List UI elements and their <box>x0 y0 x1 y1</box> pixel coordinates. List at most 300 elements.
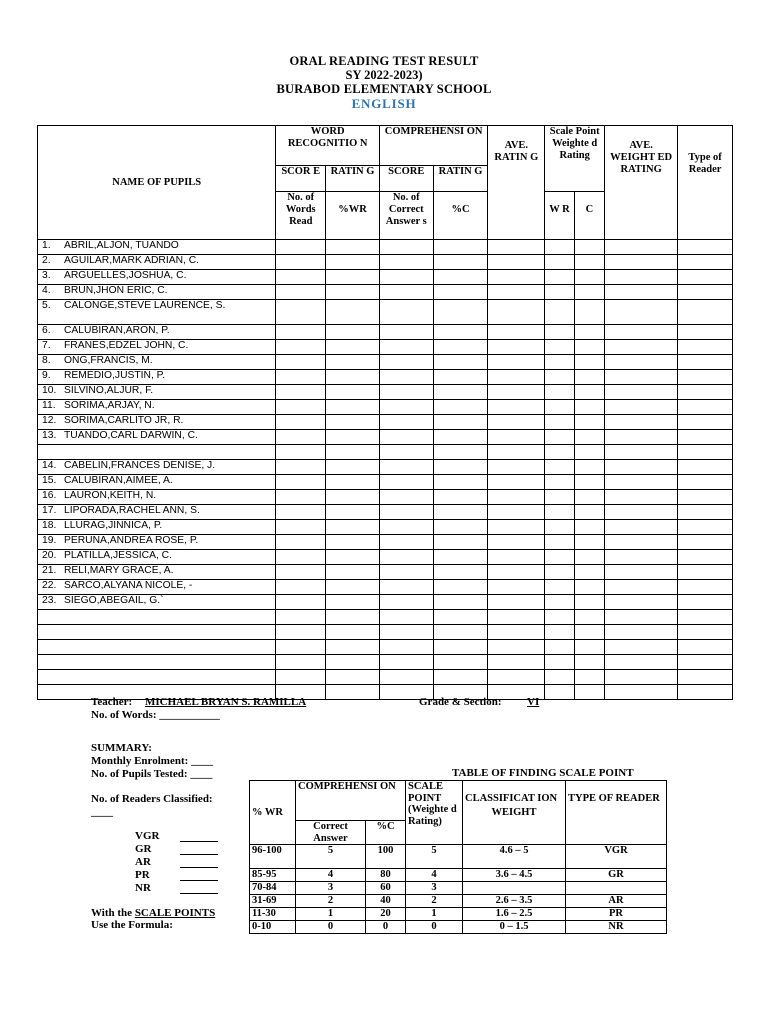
score-cell[interactable] <box>379 655 433 670</box>
score-cell[interactable] <box>326 595 380 610</box>
score-cell[interactable] <box>605 415 678 430</box>
score-cell[interactable] <box>276 565 326 580</box>
score-cell[interactable] <box>276 255 326 270</box>
score-cell[interactable] <box>545 340 574 355</box>
score-cell[interactable] <box>605 610 678 625</box>
score-cell[interactable] <box>433 655 488 670</box>
score-cell[interactable] <box>379 270 433 285</box>
score-cell[interactable] <box>605 505 678 520</box>
score-cell[interactable] <box>326 685 380 700</box>
score-cell[interactable] <box>545 625 574 640</box>
score-cell[interactable] <box>379 255 433 270</box>
score-cell[interactable] <box>605 625 678 640</box>
score-cell[interactable] <box>433 400 488 415</box>
score-cell[interactable] <box>574 400 604 415</box>
score-cell[interactable] <box>488 460 545 475</box>
score-cell[interactable] <box>678 670 733 685</box>
summary-label: SUMMARY: <box>91 742 152 754</box>
pupil-name-cell <box>38 550 276 565</box>
score-cell[interactable] <box>545 640 574 655</box>
score-cell[interactable] <box>574 300 604 325</box>
score-cell[interactable] <box>605 595 678 610</box>
score-cell[interactable] <box>326 270 380 285</box>
score-cell[interactable] <box>488 655 545 670</box>
score-cell[interactable] <box>276 340 326 355</box>
pupil-name-cell <box>38 355 276 370</box>
score-cell[interactable] <box>545 430 574 445</box>
score-cell[interactable] <box>574 640 604 655</box>
score-cell[interactable] <box>545 400 574 415</box>
pupil-number: 15. <box>42 475 57 486</box>
level-nr: NR <box>135 882 151 894</box>
score-cell[interactable] <box>605 370 678 385</box>
score-cell[interactable] <box>574 670 604 685</box>
score-cell[interactable] <box>379 595 433 610</box>
score-cell[interactable] <box>326 610 380 625</box>
score-cell[interactable] <box>326 625 380 640</box>
score-cell[interactable] <box>433 460 488 475</box>
score-cell[interactable] <box>574 580 604 595</box>
score-cell[interactable] <box>379 430 433 445</box>
score-cell[interactable] <box>574 240 604 255</box>
score-cell[interactable] <box>574 325 604 340</box>
score-cell[interactable] <box>574 340 604 355</box>
pupil-name-cell <box>38 595 276 610</box>
score-cell[interactable] <box>678 240 733 255</box>
score-cell[interactable] <box>433 640 488 655</box>
score-cell[interactable] <box>433 565 488 580</box>
score-cell[interactable] <box>678 505 733 520</box>
score-cell[interactable] <box>276 355 326 370</box>
score-cell[interactable] <box>379 385 433 400</box>
score-cell[interactable] <box>326 580 380 595</box>
score-cell[interactable] <box>379 400 433 415</box>
score-cell[interactable] <box>379 445 433 460</box>
score-cell[interactable] <box>379 415 433 430</box>
score-cell[interactable] <box>488 430 545 445</box>
score-cell[interactable] <box>678 430 733 445</box>
score-cell[interactable] <box>276 400 326 415</box>
score-cell[interactable] <box>276 460 326 475</box>
score-cell[interactable] <box>326 400 380 415</box>
score-cell[interactable] <box>276 610 326 625</box>
score-cell[interactable] <box>379 505 433 520</box>
score-cell[interactable] <box>488 340 545 355</box>
score-cell[interactable] <box>379 300 433 325</box>
score-cell[interactable] <box>545 685 574 700</box>
score-cell[interactable] <box>678 325 733 340</box>
score-cell[interactable] <box>574 370 604 385</box>
score-cell[interactable] <box>605 445 678 460</box>
score-header-2: SCORE <box>379 166 433 192</box>
score-cell[interactable] <box>574 520 604 535</box>
score-cell[interactable] <box>678 400 733 415</box>
score-cell[interactable] <box>379 520 433 535</box>
score-cell[interactable] <box>545 325 574 340</box>
pupils-tested: No. of Pupils Tested: ____ <box>91 768 213 780</box>
score-cell[interactable] <box>605 580 678 595</box>
score-cell[interactable] <box>574 535 604 550</box>
score-cell[interactable] <box>326 565 380 580</box>
score-cell[interactable] <box>678 610 733 625</box>
score-cell[interactable] <box>433 285 488 300</box>
score-cell[interactable] <box>545 550 574 565</box>
score-cell[interactable] <box>488 505 545 520</box>
score-cell[interactable] <box>379 670 433 685</box>
score-cell[interactable] <box>433 520 488 535</box>
score-cell[interactable] <box>276 370 326 385</box>
readers-classified-blank: ____ <box>91 806 113 818</box>
score-cell[interactable] <box>276 595 326 610</box>
score-cell[interactable] <box>379 550 433 565</box>
score-cell[interactable] <box>379 285 433 300</box>
score-cell[interactable] <box>488 400 545 415</box>
score-cell[interactable] <box>488 640 545 655</box>
score-cell[interactable] <box>545 255 574 270</box>
score-cell[interactable] <box>276 240 326 255</box>
score-cell[interactable] <box>433 415 488 430</box>
score-cell[interactable] <box>574 430 604 445</box>
score-cell[interactable] <box>545 610 574 625</box>
score-cell[interactable] <box>605 355 678 370</box>
score-cell[interactable] <box>276 445 326 460</box>
score-cell[interactable] <box>605 535 678 550</box>
score-cell[interactable] <box>678 490 733 505</box>
score-cell[interactable] <box>326 640 380 655</box>
score-cell[interactable] <box>379 460 433 475</box>
score-cell[interactable] <box>488 445 545 460</box>
score-cell[interactable] <box>545 285 574 300</box>
table-row <box>38 670 733 685</box>
scale-correct-answer-cell: 4 <box>296 869 366 882</box>
score-cell[interactable] <box>678 385 733 400</box>
score-cell[interactable] <box>545 460 574 475</box>
score-cell[interactable] <box>678 580 733 595</box>
score-cell[interactable] <box>326 550 380 565</box>
score-cell[interactable] <box>545 270 574 285</box>
score-cell[interactable] <box>276 325 326 340</box>
score-cell[interactable] <box>326 300 380 325</box>
score-cell[interactable] <box>545 415 574 430</box>
pupil-name-cell <box>38 415 276 430</box>
score-cell[interactable] <box>379 565 433 580</box>
score-cell[interactable] <box>574 685 604 700</box>
pupil-name: ABRIL,ALJON, TUANDO <box>64 240 179 251</box>
score-cell[interactable] <box>605 400 678 415</box>
score-cell[interactable] <box>574 255 604 270</box>
pupil-name: LIPORADA,RACHEL ANN, S. <box>64 505 200 516</box>
score-cell[interactable] <box>545 490 574 505</box>
words-read-header: No. of Words Read <box>276 192 326 240</box>
score-cell[interactable] <box>433 340 488 355</box>
score-cell[interactable] <box>545 355 574 370</box>
score-cell[interactable] <box>574 355 604 370</box>
score-cell[interactable] <box>488 565 545 580</box>
score-cell[interactable] <box>433 490 488 505</box>
score-cell[interactable] <box>326 355 380 370</box>
score-cell[interactable] <box>605 640 678 655</box>
score-cell[interactable] <box>574 595 604 610</box>
score-cell[interactable] <box>488 670 545 685</box>
score-cell[interactable] <box>678 685 733 700</box>
score-cell[interactable] <box>574 655 604 670</box>
score-cell[interactable] <box>326 240 380 255</box>
score-cell[interactable] <box>276 285 326 300</box>
score-cell[interactable] <box>433 385 488 400</box>
score-cell[interactable] <box>574 385 604 400</box>
score-cell[interactable] <box>433 670 488 685</box>
score-cell[interactable] <box>678 520 733 535</box>
score-cell[interactable] <box>379 610 433 625</box>
score-cell[interactable] <box>545 445 574 460</box>
score-cell[interactable] <box>276 490 326 505</box>
score-cell[interactable] <box>379 580 433 595</box>
score-cell[interactable] <box>326 520 380 535</box>
scale-row <box>250 845 667 869</box>
score-cell[interactable] <box>488 325 545 340</box>
score-cell[interactable] <box>605 340 678 355</box>
score-cell[interactable] <box>433 610 488 625</box>
score-cell[interactable] <box>678 640 733 655</box>
score-cell[interactable] <box>574 490 604 505</box>
score-cell[interactable] <box>379 640 433 655</box>
score-cell[interactable] <box>276 270 326 285</box>
score-cell[interactable] <box>605 520 678 535</box>
score-cell[interactable] <box>433 445 488 460</box>
score-cell[interactable] <box>276 550 326 565</box>
score-cell[interactable] <box>574 285 604 300</box>
score-cell[interactable] <box>326 670 380 685</box>
score-cell[interactable] <box>276 415 326 430</box>
score-cell[interactable] <box>678 445 733 460</box>
score-cell[interactable] <box>488 580 545 595</box>
score-cell[interactable] <box>574 625 604 640</box>
score-cell[interactable] <box>433 255 488 270</box>
score-cell[interactable] <box>678 475 733 490</box>
score-cell[interactable] <box>605 240 678 255</box>
score-cell[interactable] <box>433 300 488 325</box>
score-cell[interactable] <box>678 550 733 565</box>
score-cell[interactable] <box>545 520 574 535</box>
score-cell[interactable] <box>574 475 604 490</box>
score-cell[interactable] <box>574 270 604 285</box>
score-cell[interactable] <box>488 270 545 285</box>
score-cell[interactable] <box>488 490 545 505</box>
score-cell[interactable] <box>276 625 326 640</box>
score-cell[interactable] <box>433 595 488 610</box>
score-cell[interactable] <box>488 370 545 385</box>
score-cell[interactable] <box>488 550 545 565</box>
score-cell[interactable] <box>433 580 488 595</box>
score-cell[interactable] <box>605 300 678 325</box>
score-cell[interactable] <box>488 475 545 490</box>
score-cell[interactable] <box>605 550 678 565</box>
score-cell[interactable] <box>678 355 733 370</box>
score-cell[interactable] <box>326 415 380 430</box>
score-cell[interactable] <box>678 255 733 270</box>
score-cell[interactable] <box>326 475 380 490</box>
score-cell[interactable] <box>545 580 574 595</box>
score-cell[interactable] <box>605 685 678 700</box>
score-cell[interactable] <box>326 655 380 670</box>
score-cell[interactable] <box>488 415 545 430</box>
score-cell[interactable] <box>488 255 545 270</box>
score-cell[interactable] <box>678 625 733 640</box>
pupil-name-cell <box>38 385 276 400</box>
score-cell[interactable] <box>326 255 380 270</box>
score-cell[interactable] <box>433 625 488 640</box>
score-cell[interactable] <box>678 595 733 610</box>
score-cell[interactable] <box>605 490 678 505</box>
score-cell[interactable] <box>545 670 574 685</box>
score-cell[interactable] <box>326 505 380 520</box>
score-cell[interactable] <box>488 535 545 550</box>
score-cell[interactable] <box>433 355 488 370</box>
score-cell[interactable] <box>678 270 733 285</box>
score-cell[interactable] <box>276 670 326 685</box>
score-cell[interactable] <box>574 460 604 475</box>
score-cell[interactable] <box>379 475 433 490</box>
score-cell[interactable] <box>678 460 733 475</box>
score-cell[interactable] <box>433 430 488 445</box>
scale-wr-range-cell: 70-84 <box>250 882 296 895</box>
score-cell[interactable] <box>488 385 545 400</box>
score-cell[interactable] <box>433 535 488 550</box>
score-cell[interactable] <box>605 430 678 445</box>
score-cell[interactable] <box>545 595 574 610</box>
score-cell[interactable] <box>605 285 678 300</box>
score-cell[interactable] <box>605 655 678 670</box>
pupil-name-cell <box>38 535 276 550</box>
score-cell[interactable] <box>678 655 733 670</box>
pupil-name: CALUBIRAN,ARON, P. <box>64 325 170 336</box>
word-recognition-header: WORD RECOGNITIO N <box>276 126 379 166</box>
score-cell[interactable] <box>678 370 733 385</box>
score-cell[interactable] <box>605 255 678 270</box>
score-cell[interactable] <box>605 460 678 475</box>
score-cell[interactable] <box>488 625 545 640</box>
score-cell[interactable] <box>545 565 574 580</box>
scale-row <box>250 895 667 908</box>
score-cell[interactable] <box>488 300 545 325</box>
score-cell[interactable] <box>276 505 326 520</box>
score-cell[interactable] <box>678 535 733 550</box>
score-cell[interactable] <box>488 285 545 300</box>
score-cell[interactable] <box>433 550 488 565</box>
score-cell[interactable] <box>488 355 545 370</box>
score-cell[interactable] <box>574 415 604 430</box>
score-cell[interactable] <box>433 475 488 490</box>
score-cell[interactable] <box>276 475 326 490</box>
score-cell[interactable] <box>276 655 326 670</box>
table-row <box>38 640 733 655</box>
table-row <box>38 535 733 550</box>
score-header: SCOR E <box>276 166 326 192</box>
score-cell[interactable] <box>488 610 545 625</box>
score-cell[interactable] <box>605 475 678 490</box>
pupil-number: 12. <box>42 415 57 426</box>
score-cell[interactable] <box>545 655 574 670</box>
name-col-header: NAME OF PUPILS <box>38 126 276 240</box>
score-cell[interactable] <box>276 430 326 445</box>
score-cell[interactable] <box>379 535 433 550</box>
score-cell[interactable] <box>379 490 433 505</box>
score-cell[interactable] <box>379 625 433 640</box>
score-cell[interactable] <box>574 445 604 460</box>
score-cell[interactable] <box>545 370 574 385</box>
score-cell[interactable] <box>488 595 545 610</box>
pupil-number: 10. <box>42 385 57 396</box>
score-cell[interactable] <box>545 300 574 325</box>
pupil-name: CALONGE,STEVE LAURENCE, S. <box>64 300 226 311</box>
score-cell[interactable] <box>574 505 604 520</box>
score-cell[interactable] <box>326 370 380 385</box>
score-cell[interactable] <box>276 300 326 325</box>
score-cell[interactable] <box>605 385 678 400</box>
score-cell[interactable] <box>678 415 733 430</box>
score-cell[interactable] <box>276 385 326 400</box>
score-cell[interactable] <box>678 340 733 355</box>
score-cell[interactable] <box>678 300 733 325</box>
score-cell[interactable] <box>574 550 604 565</box>
score-cell[interactable] <box>379 370 433 385</box>
score-cell[interactable] <box>433 270 488 285</box>
table-row <box>38 240 733 255</box>
score-cell[interactable] <box>605 325 678 340</box>
score-cell[interactable] <box>605 270 678 285</box>
school-name: BURABOD ELEMENTARY SCHOOL <box>276 82 492 96</box>
score-cell[interactable] <box>379 240 433 255</box>
score-cell[interactable] <box>326 430 380 445</box>
score-cell[interactable] <box>379 355 433 370</box>
score-cell[interactable] <box>545 240 574 255</box>
score-cell[interactable] <box>276 640 326 655</box>
score-cell[interactable] <box>276 580 326 595</box>
score-cell[interactable] <box>574 610 604 625</box>
score-cell[interactable] <box>379 325 433 340</box>
score-cell[interactable] <box>276 520 326 535</box>
score-cell[interactable] <box>433 325 488 340</box>
score-cell[interactable] <box>545 475 574 490</box>
score-cell[interactable] <box>545 505 574 520</box>
score-cell[interactable] <box>326 340 380 355</box>
table-row <box>38 445 733 460</box>
score-cell[interactable] <box>276 535 326 550</box>
score-cell[interactable] <box>574 565 604 580</box>
score-cell[interactable] <box>433 505 488 520</box>
score-cell[interactable] <box>433 240 488 255</box>
pupil-name-cell <box>38 625 276 640</box>
score-cell[interactable] <box>326 285 380 300</box>
score-cell[interactable] <box>488 520 545 535</box>
pupil-name: TUANDO,CARL DARWIN, C. <box>64 430 198 441</box>
score-cell[interactable] <box>545 385 574 400</box>
score-cell[interactable] <box>326 535 380 550</box>
score-cell[interactable] <box>326 385 380 400</box>
score-cell[interactable] <box>379 340 433 355</box>
score-cell[interactable] <box>326 490 380 505</box>
score-cell[interactable] <box>678 565 733 580</box>
score-cell[interactable] <box>326 445 380 460</box>
score-cell[interactable] <box>545 535 574 550</box>
score-cell[interactable] <box>488 240 545 255</box>
score-cell[interactable] <box>678 285 733 300</box>
score-cell[interactable] <box>326 460 380 475</box>
score-cell[interactable] <box>605 565 678 580</box>
score-cell[interactable] <box>433 370 488 385</box>
score-cell[interactable] <box>326 325 380 340</box>
score-cell[interactable] <box>605 670 678 685</box>
